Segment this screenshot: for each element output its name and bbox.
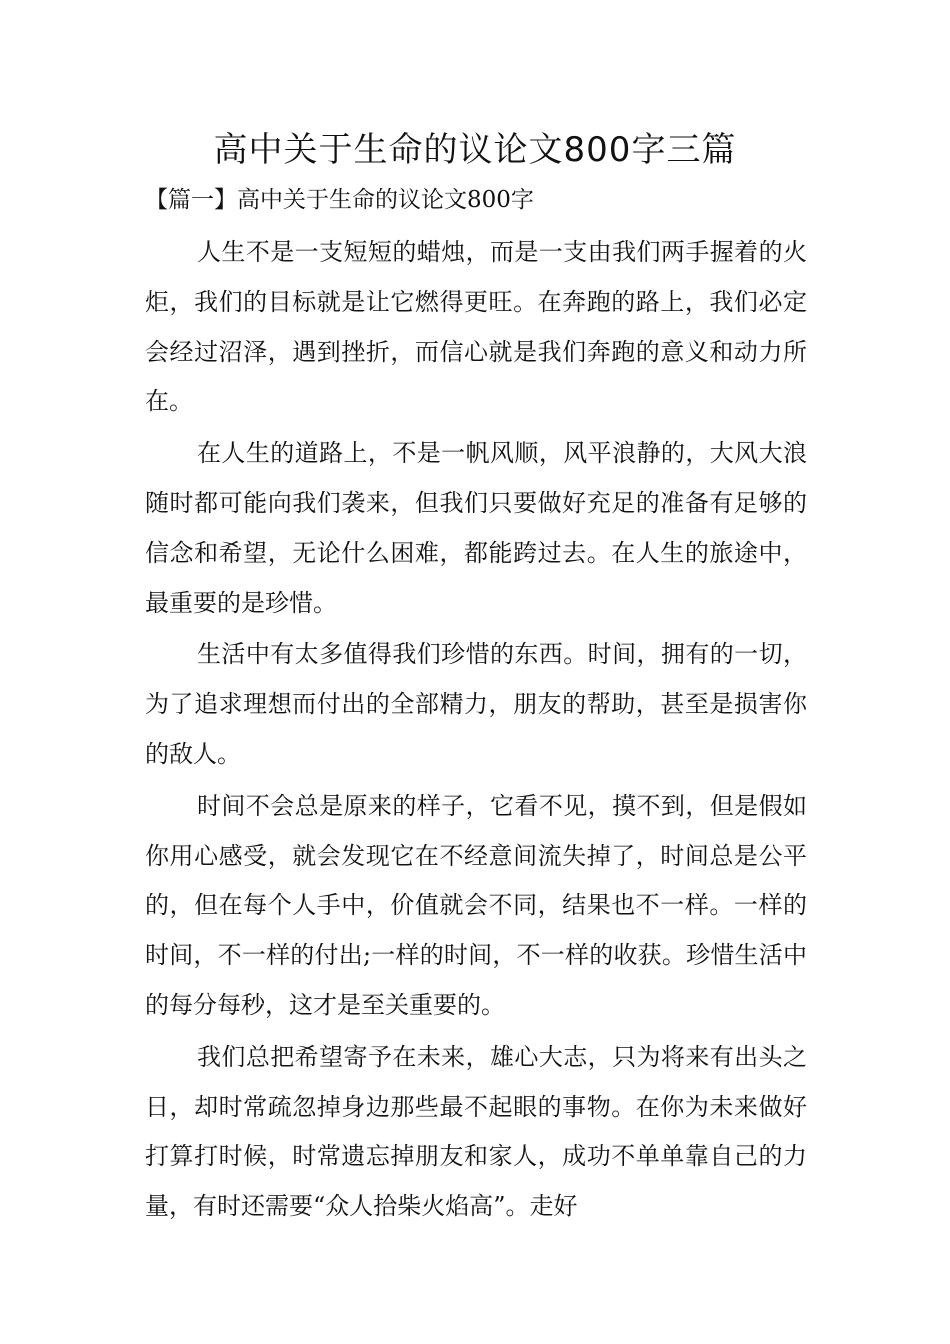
paragraph: 人生不是一支短短的蜡烛，而是一支由我们两手握着的火炬，我们的目标就是让它燃得更旺。在奔跑的路上，我们必定会经过沼泽，遇到挫折，而信心就是我们奔跑的意义和动力所在。 — [145, 238, 807, 416]
paragraph: 在人生的道路上，不是一帆风顺，风平浪静的，大风大浪随时都可能向我们袭来，但我们只要做好充足的准备有足够的信念和希望，无论什么困难，都能跨过去。在人生的旅途中，最重要的是珍惜。 — [145, 439, 807, 617]
body-text — [145, 228, 807, 1234]
document-title: 高中关于生命的议论文800字三篇 — [213, 130, 737, 170]
paragraph: 时间不会总是原来的样子，它看不见，摸不到，但是假如你用心感受，就会发现它在不经意间流失掉了，时间总是公平的，但在每个人手中，价值就会不同，结果也不一样。一样的时间，不一样的付出;一样的时间，不一样的收获。珍惜生活中的每分每秒，这才是至关重要的。 — [145, 791, 807, 1019]
paragraph: 我们总把希望寄予在未来，雄心大志，只为将来有出头之日，却时常疏忽掉身边那些最不起眼的事物。在你为未来做好打算打时候，时常遗忘掉朋友和家人，成功不单单靠自己的力量，有时还需要“众人拾柴火焰高”。走好 — [145, 1042, 807, 1221]
paragraph: 生活中有太多值得我们珍惜的东西。时间，拥有的一切，为了追求理想而付出的全部精力，朋友的帮助，甚至是损害你的敌人。 — [145, 640, 807, 768]
section-heading: 【篇一】高中关于生命的议论文800字 — [145, 187, 534, 213]
